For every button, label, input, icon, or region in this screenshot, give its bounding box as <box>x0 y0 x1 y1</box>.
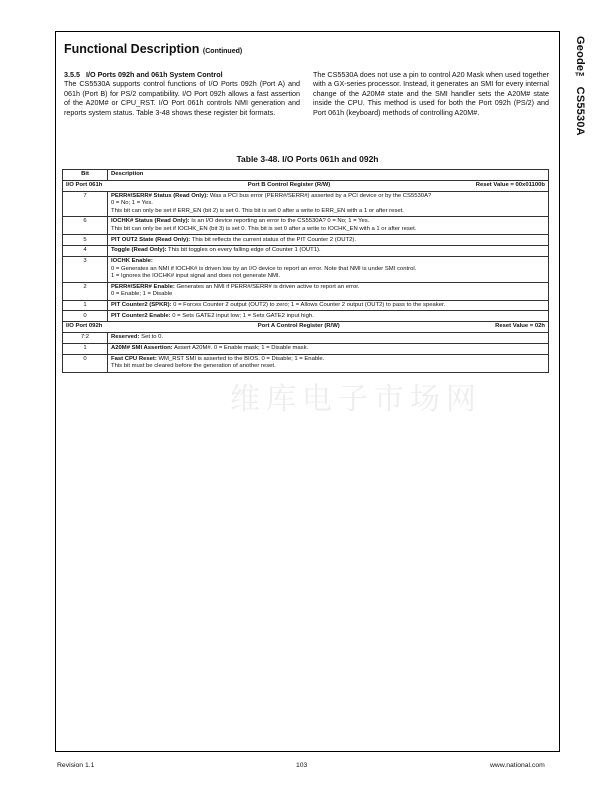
field-name: Fast CPU Reset: <box>111 355 157 362</box>
description-line <box>111 237 545 244</box>
page-title-text: Functional Description <box>64 42 200 56</box>
table-row <box>63 246 549 257</box>
bit-description <box>108 300 549 311</box>
description-line <box>111 345 545 352</box>
table-header-row <box>63 170 549 181</box>
table-row <box>63 333 549 344</box>
field-name: PIT OUT2 State (Read Only): <box>111 236 191 243</box>
bit-number: 1 <box>63 300 108 311</box>
table-row <box>63 343 549 354</box>
intro-right-column <box>313 70 549 117</box>
field-note: This bit can only be set if IOCHK_EN (bit 3) is set 0. This bit is set 0 after a write to IOCHK_EN with a 1 or after reset. <box>111 225 417 232</box>
port-header-cell <box>63 180 549 191</box>
field-name: PERR#/SERR# Enable: <box>111 283 175 290</box>
page-title-suffix: (Continued) <box>202 48 243 55</box>
table-row <box>63 300 549 311</box>
field-text: This bit toggles on every falling edge of Counter 1 (OUT1). <box>166 247 321 254</box>
bit-number: 5 <box>63 235 108 246</box>
bit-description <box>108 235 549 246</box>
table-row <box>63 354 549 372</box>
port-header <box>66 182 545 189</box>
field-name: PERR#/SERR# Status (Read Only): <box>111 192 209 199</box>
port-header-cell <box>63 322 549 333</box>
port-header-row <box>63 180 549 191</box>
port-name: I/O Port 092h <box>66 323 103 330</box>
intro-paragraph-right: The CS5530A does not use a pin to control A20 Mask when used together with a GX-series processor. Instead, it generates an SMI for every internal change of the A20M# state and the SMI handler sets the A20M# state inside the CPU. This method is used for both the Port 092h (PS/2) and Port 061h (keyboard) methods of controlling A20M#. <box>313 70 549 117</box>
intro-left-column <box>64 70 300 117</box>
intro-columns <box>64 70 549 117</box>
field-text: Assert A20M#. 0 = Enable mask; 1 = Disable mask. <box>172 345 309 351</box>
port-name: I/O Port 061h <box>66 181 103 188</box>
table-row <box>63 217 549 235</box>
description-line <box>111 356 545 363</box>
port-header <box>66 323 545 330</box>
field-text: Generates an NMI if PERR#/SERR# is driven active to report an error. <box>174 283 360 290</box>
port-reset-value: Reset Value = 00x01100b <box>475 181 545 188</box>
field-name: Toggle (Read Only): <box>111 247 167 254</box>
field-values: 0 = Enable; 1 = Disable <box>111 291 173 298</box>
bit-number: 7:2 <box>63 333 108 344</box>
field-text: This bit reflects the current status of the PIT Counter 2 (OUT2). <box>190 236 356 243</box>
field-text: Set to 0. <box>139 334 164 341</box>
description-line <box>111 334 545 341</box>
intro-paragraph-left: The CS5530A supports control functions of I/O Ports 092h (Port A) and 061h (Port B) for PS/2 compatibility. I/O Port 092h allows a fast assertion of the A20M# or CPU_RST. I/O Port 061h controls NMI generation and reports system status. Table 3-48 shows these register bit formats. <box>64 79 300 117</box>
description-line <box>111 313 545 320</box>
bit-number: 0 <box>63 311 108 322</box>
port-reset-value: Reset Value = 02h <box>495 323 545 330</box>
watermark: 维库电子市场网 <box>230 382 482 417</box>
table-row <box>63 235 549 246</box>
section-heading-text: I/O Ports 092h and 061h System Control <box>86 70 223 79</box>
section-number: 3.5.5 <box>64 70 80 79</box>
port-header-row <box>63 322 549 333</box>
bit-number: 7 <box>63 191 108 217</box>
field-note: 1 = Ignores the IOCHK# input signal and does not generate NMI. <box>111 272 281 279</box>
table-row <box>63 256 549 282</box>
field-name: IOCHK# Status (Read Only): <box>111 218 190 225</box>
section-heading <box>64 70 300 79</box>
field-name: Reserved: <box>111 334 140 341</box>
field-text: WM_RST SMI is asserted to the BIOS. 0 = Disable; 1 = Enable. <box>156 355 325 362</box>
bit-number: 2 <box>63 282 108 300</box>
field-name: A20M# SMI Assertion: <box>111 345 173 351</box>
bit-description <box>108 282 549 300</box>
port-register-name: Port A Control Register (R/W) <box>257 323 340 330</box>
page-title <box>64 42 242 56</box>
description-line <box>111 247 545 254</box>
table-row <box>63 282 549 300</box>
field-text: 0 = Forces Counter 2 output (OUT2) to zero; 1 = Allows Counter 2 output (OUT2) to pass to the speaker. <box>171 301 446 308</box>
field-text: Is an I/O device reporting an error to the CS5530A? 0 = No; 1 = Yes. <box>189 218 370 225</box>
field-note: This bit must be cleared before the generation of another reset. <box>111 363 276 370</box>
description-line <box>111 218 545 225</box>
table-row <box>63 191 549 217</box>
field-name: IOCHK Enable: <box>111 258 153 265</box>
bit-description <box>108 311 549 322</box>
field-note: This bit can only be set if ERR_EN (bit 2) is set 0. This bit is set 0 after a write to ERR_EN with a 1 or after reset. <box>111 207 404 214</box>
description-line <box>111 193 545 200</box>
bit-number: 4 <box>63 246 108 257</box>
description-line <box>111 258 545 265</box>
field-values: 0 = Generates an NMI if IOCHK# is driven low by an I/O device to report an error. Note that NMI is under SMI control. <box>111 265 417 272</box>
description-line <box>111 284 545 291</box>
column-header-description: Description <box>108 170 549 181</box>
field-values: 0 = No; 1 = Yes. <box>111 200 153 207</box>
bit-number: 6 <box>63 217 108 235</box>
field-text: Was a PCI bus error (PERR#/SERR#) asserted by a PCI device or by the CS5530A? <box>208 192 432 199</box>
bit-description <box>108 333 549 344</box>
bit-description <box>108 256 549 282</box>
field-text: 0 = Sets GATE2 input low; 1 = Sets GATE2 input high. <box>170 312 314 319</box>
field-name: PIT Counter2 (SPKR): <box>111 301 172 308</box>
bit-description <box>108 191 549 217</box>
description-line <box>111 302 545 309</box>
side-title: Geode™ CS5530A <box>574 36 586 136</box>
bit-description <box>108 354 549 372</box>
bit-number: 0 <box>63 354 108 372</box>
bit-description <box>108 246 549 257</box>
footer-website: www.national.com <box>490 762 545 769</box>
port-register-name: Port B Control Register (R/W) <box>247 181 331 188</box>
field-name: PIT Counter2 Enable: <box>111 312 171 319</box>
bit-description <box>108 343 549 354</box>
footer-revision: Revision 1.1 <box>57 762 95 769</box>
register-table <box>62 169 549 373</box>
bit-number: 3 <box>63 256 108 282</box>
footer-page-number: 103 <box>296 762 308 769</box>
column-header-bit: Bit <box>63 170 108 181</box>
bit-description <box>108 217 549 235</box>
register-table-body <box>63 170 549 373</box>
table-caption: Table 3-48. I/O Ports 061h and 092h <box>236 154 379 164</box>
bit-number: 1 <box>63 343 108 354</box>
table-row <box>63 311 549 322</box>
